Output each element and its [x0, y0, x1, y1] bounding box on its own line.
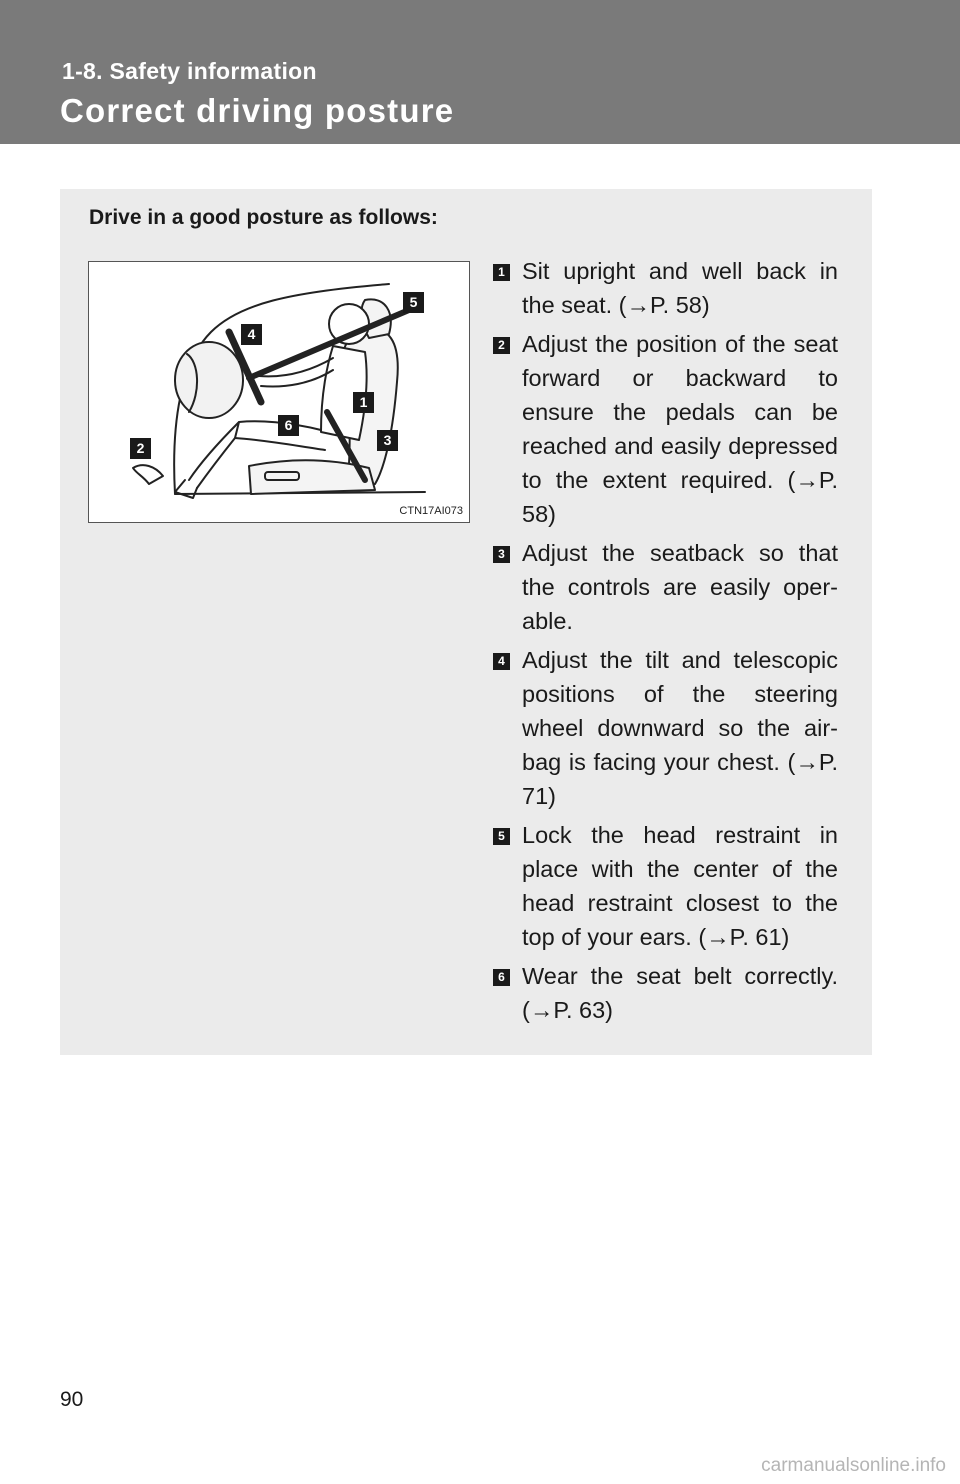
callout-4: 4 [241, 324, 262, 345]
posture-steps-list [493, 254, 838, 1032]
step-2 [493, 327, 838, 531]
step-text: Wear the seat belt correctly. (→P. 63) [522, 963, 838, 1023]
callout-3: 3 [377, 430, 398, 451]
step-number-badge: 6 [493, 969, 510, 986]
step-text: Adjust the tilt and telescopic positions of the steering wheel downward so the air-bag is facing your chest. (→P. 71) [522, 647, 838, 809]
chapter-header [0, 0, 960, 144]
step-number-badge: 2 [493, 337, 510, 354]
step-text: Adjust the position of the seat forward or backward to ensure the pedals can be reached and easily depressed to the extent required. (→P. 58) [522, 331, 838, 527]
step-1 [493, 254, 838, 322]
step-number-badge: 3 [493, 546, 510, 563]
step-text: Adjust the seatback so that the controls are easily oper-able. [522, 540, 838, 634]
page-title: Correct driving posture [60, 92, 455, 129]
figure-code: CTN17AI073 [399, 505, 463, 517]
driving-posture-illustration [88, 261, 470, 523]
intro-text: Drive in a good posture as follows: [89, 206, 438, 229]
page-number: 90 [60, 1388, 84, 1411]
step-number-badge: 5 [493, 828, 510, 845]
step-number-badge: 4 [493, 653, 510, 670]
step-5 [493, 818, 838, 954]
step-4 [493, 643, 838, 813]
callout-2: 2 [130, 438, 151, 459]
step-text: Lock the head restraint in place with the center of the head restraint closest to the top of your ears. (→P. 61) [522, 822, 838, 950]
step-6 [493, 959, 838, 1027]
callout-1: 1 [353, 392, 374, 413]
watermark: carmanualsonline.info [761, 1455, 946, 1476]
callout-6: 6 [278, 415, 299, 436]
step-number-badge: 1 [493, 264, 510, 281]
section-label: 1-8. Safety information [62, 58, 317, 84]
step-text: Sit upright and well back in the seat. (→P. 58) [522, 258, 838, 318]
callout-5: 5 [403, 292, 424, 313]
step-3 [493, 536, 838, 638]
